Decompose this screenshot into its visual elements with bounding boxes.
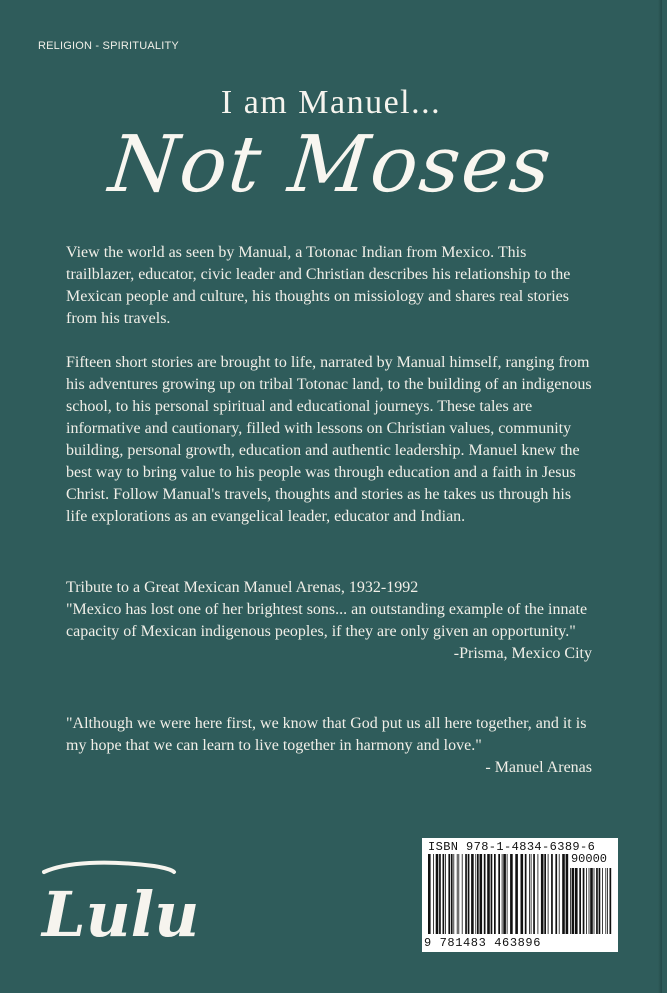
barcode-bar bbox=[471, 854, 474, 934]
barcode-bar bbox=[484, 854, 486, 934]
barcode-bar bbox=[589, 868, 590, 934]
barcode-bar bbox=[566, 854, 569, 934]
barcode-bar bbox=[433, 854, 434, 934]
closing-quote: "Although we were here first, we know that God put us all here together, and it is my hope that we can learn to live together in harmony and love." bbox=[66, 715, 587, 754]
barcode-bar bbox=[498, 854, 500, 934]
barcode-bar bbox=[503, 854, 506, 934]
barcode-bar bbox=[487, 854, 490, 934]
barcode-bar bbox=[555, 854, 557, 934]
barcode-bar bbox=[579, 868, 581, 934]
barcode-ean-number: 9 781483 463896 bbox=[424, 936, 542, 950]
barcode-bar bbox=[515, 854, 518, 934]
barcode-bar bbox=[548, 854, 549, 934]
barcode-main-bars bbox=[428, 854, 566, 934]
barcode-bar bbox=[521, 854, 524, 934]
barcode-bar bbox=[477, 854, 479, 934]
barcode-bar bbox=[510, 854, 513, 934]
description-paragraph-2: Fifteen short stories are brought to life, narrated by Manual himself, ranging from his adventures growing up on tribal Totonac land, to the building of an indigenous school, to his personal spiritual and educational journeys. These tales are informative and cautionary, filled with lessons on Christian values, community building, personal growth, education and authentic leadership. Manuel knew the best way to bring value to his people was through education and a faith in Jesus Christ. Follow Manual's travels, thoughts and stories as he takes us through his life explorations as an evangelical leader, educator and Indian. bbox=[66, 354, 592, 525]
barcode-bar bbox=[451, 854, 453, 934]
barcode-bar bbox=[529, 854, 530, 934]
barcode-bar bbox=[531, 854, 532, 934]
tribute-attribution: -Prisma, Mexico City bbox=[453, 645, 592, 662]
barcode-bar bbox=[533, 854, 535, 934]
barcode-bar bbox=[507, 854, 508, 934]
barcode-bar bbox=[538, 854, 539, 934]
barcode-bar bbox=[596, 868, 598, 934]
barcode-bar bbox=[458, 854, 459, 934]
isbn-label: ISBN 978-1-4834-6389-6 bbox=[428, 840, 596, 854]
barcode-bar bbox=[607, 868, 608, 934]
barcode-bar bbox=[610, 868, 612, 934]
barcode-bar bbox=[480, 854, 483, 934]
barcode-bar bbox=[586, 868, 587, 934]
barcode-bar bbox=[457, 854, 458, 934]
tribute-block bbox=[66, 577, 592, 665]
barcode-bar bbox=[502, 854, 503, 934]
barcode-bar bbox=[443, 854, 445, 934]
barcode-bar bbox=[602, 868, 603, 934]
barcode-bar bbox=[583, 868, 585, 934]
barcode-bar bbox=[599, 868, 601, 934]
barcode-bar bbox=[525, 854, 527, 934]
barcode-bar bbox=[468, 854, 470, 934]
barcode-bar bbox=[570, 868, 571, 934]
barcode-bar bbox=[544, 854, 546, 934]
lulu-logo-mark bbox=[36, 858, 200, 951]
barcode-bar bbox=[559, 854, 560, 934]
barcode-bar bbox=[575, 868, 578, 934]
barcode-bars bbox=[428, 854, 612, 936]
barcode-bar bbox=[465, 854, 467, 934]
barcode-bar bbox=[453, 854, 454, 934]
barcode-bar bbox=[436, 854, 439, 934]
barcode-bar bbox=[590, 868, 593, 934]
barcode-bar bbox=[572, 868, 575, 934]
barcode-bar bbox=[475, 854, 476, 934]
barcode-bar bbox=[605, 868, 606, 934]
description-paragraph-1: View the world as seen by Manual, a Totonac Indian from Mexico. This trailblazer, educator, civic leader and Christian describes his relationship to the Mexican people and culture, his thoughts on missiology and shares real stories from his travels. bbox=[66, 244, 571, 327]
barcode-bar bbox=[445, 854, 446, 934]
lulu-logo-text: Lulu bbox=[42, 878, 200, 951]
barcode-bar bbox=[562, 854, 565, 934]
tribute-heading: Tribute to a Great Mexican Manuel Arenas, 1932-1992 bbox=[66, 579, 419, 596]
tribute-quote: "Mexico has lost one of her brightest sons... an outstanding example of the innate capacity of Mexican indigenous peoples, if they are only given an opportunity." bbox=[66, 601, 588, 640]
barcode-addon-bars bbox=[570, 868, 612, 934]
barcode-bar bbox=[428, 854, 431, 934]
barcode-bar bbox=[494, 854, 496, 934]
lulu-logo-icon bbox=[36, 858, 200, 951]
barcode-addon-number: 90000 bbox=[570, 852, 607, 866]
barcode-bar bbox=[439, 854, 441, 934]
barcode-bar bbox=[448, 854, 450, 934]
closing-attribution: - Manuel Arenas bbox=[485, 759, 592, 776]
category-label: RELIGION - SPIRITUALITY bbox=[38, 40, 179, 52]
title-line-1: I am Manuel... bbox=[220, 84, 442, 121]
closing-quote-block bbox=[66, 713, 592, 779]
barcode-bar bbox=[551, 854, 553, 934]
barcode-bar bbox=[462, 854, 463, 934]
title-line-2: Not Moses bbox=[105, 120, 557, 210]
isbn-barcode bbox=[422, 838, 618, 952]
barcode-bar bbox=[491, 854, 493, 934]
barcode-bar bbox=[541, 854, 544, 934]
barcode-bar bbox=[594, 868, 595, 934]
